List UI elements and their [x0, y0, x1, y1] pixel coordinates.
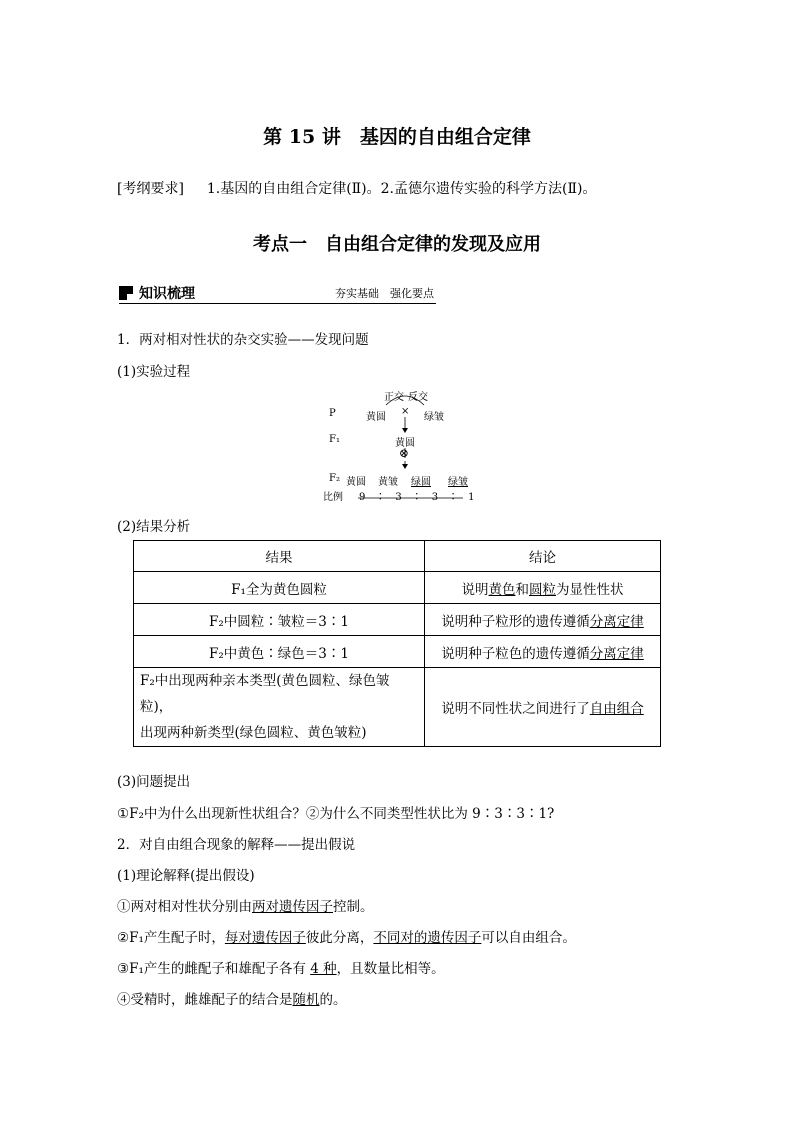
point-2: ②F₁产生配子时，每对遗传因子彼此分离，不同对的遗传因子可以自由组合。: [117, 930, 576, 946]
question-text: ①F₂中为什么出现新性状组合？②为什么不同类型性状比为 9∶3∶3∶1?: [117, 806, 555, 822]
f2-type: 黄皱: [378, 477, 398, 488]
p-parent-2: 绿皱: [424, 412, 444, 423]
f2-type: 绿圆: [411, 477, 431, 488]
conclusion-cell: 说明不同性状之间进行了自由组合: [425, 668, 661, 747]
ratio-label: 比例: [323, 492, 343, 503]
requirements-label: [考纲要求]: [117, 181, 184, 197]
exam-requirements: [117, 178, 596, 198]
table-header: 结果: [134, 541, 425, 572]
f2-type: 绿皱: [448, 477, 468, 488]
conclusion-cell: 说明种子粒形的遗传遵循分离定律: [425, 604, 661, 636]
table-row: [134, 572, 661, 604]
section-header-tag: 夯实基础 强化要点: [335, 287, 434, 300]
result-cell: F₂中圆粒∶皱粒＝3∶1: [134, 604, 425, 636]
square-icon: [119, 286, 133, 300]
result-cell: F₁全为黄色圆粒: [134, 572, 425, 604]
point-1: ①两对相对性状分别由两对遗传因子控制。: [117, 899, 374, 915]
table-header-row: [134, 541, 661, 572]
cross-label-reverse: 反交: [408, 392, 428, 403]
ratio-values: 9 ∶ 3 ∶ 3 ∶ 1: [359, 492, 475, 503]
heading-2: 2．对自由组合现象的解释——提出假说: [117, 837, 356, 853]
heading-1-2: (2)结果分析: [117, 519, 191, 535]
self-cross-symbol: ⊗: [399, 446, 410, 460]
heading-1: 1．两对相对性状的杂交实验——发现问题: [117, 332, 369, 348]
result-table: [133, 540, 661, 747]
result-cell: F₂中出现两种亲本类型(黄色圆粒、绿色皱粒)， 出现两种新类型(绿色圆粒、黄色皱粒): [134, 668, 425, 747]
p-label: P: [329, 408, 336, 419]
table-header: 结论: [425, 541, 661, 572]
point-4: ④受精时，雌雄配子的结合是随机的。: [117, 992, 347, 1008]
requirements-text: 1.基因的自由组合定律(Ⅱ)。2.孟德尔遗传实验的科学方法(Ⅱ)。: [206, 181, 597, 197]
heading-1-1: (1)实验过程: [117, 364, 191, 380]
conclusion-cell: 说明黄色和圆粒为显性性状: [425, 572, 661, 604]
f2-type: 黄圆: [346, 477, 366, 488]
p-parent-1: 黄圆: [366, 412, 386, 423]
table-row: [134, 668, 661, 747]
cross-symbol: ×: [401, 406, 410, 417]
f1-label: F₁: [329, 434, 340, 445]
section-title: 考点一 自由组合定律的发现及应用: [253, 234, 541, 255]
section-header: [119, 283, 436, 304]
heading-2-1: (1)理论解释(提出假设): [117, 868, 255, 884]
cross-diagram: [320, 385, 480, 503]
heading-1-3: (3)问题提出: [117, 774, 191, 790]
table-row: [134, 636, 661, 668]
f2-label: F₂: [329, 473, 340, 484]
f1-value: 黄圆: [395, 438, 415, 449]
section-header-label: 知识梳理: [139, 286, 195, 302]
page-title: 第 15 讲 基因的自由组合定律: [263, 126, 531, 148]
conclusion-cell: 说明种子粒色的遗传遵循分离定律: [425, 636, 661, 668]
result-cell: F₂中黄色∶绿色＝3∶1: [134, 636, 425, 668]
cross-label-forward: 正交: [384, 392, 404, 403]
table-row: [134, 604, 661, 636]
point-3: ③F₁产生的雌配子和雄配子各有 4 种，且数量比相等。: [117, 961, 445, 977]
